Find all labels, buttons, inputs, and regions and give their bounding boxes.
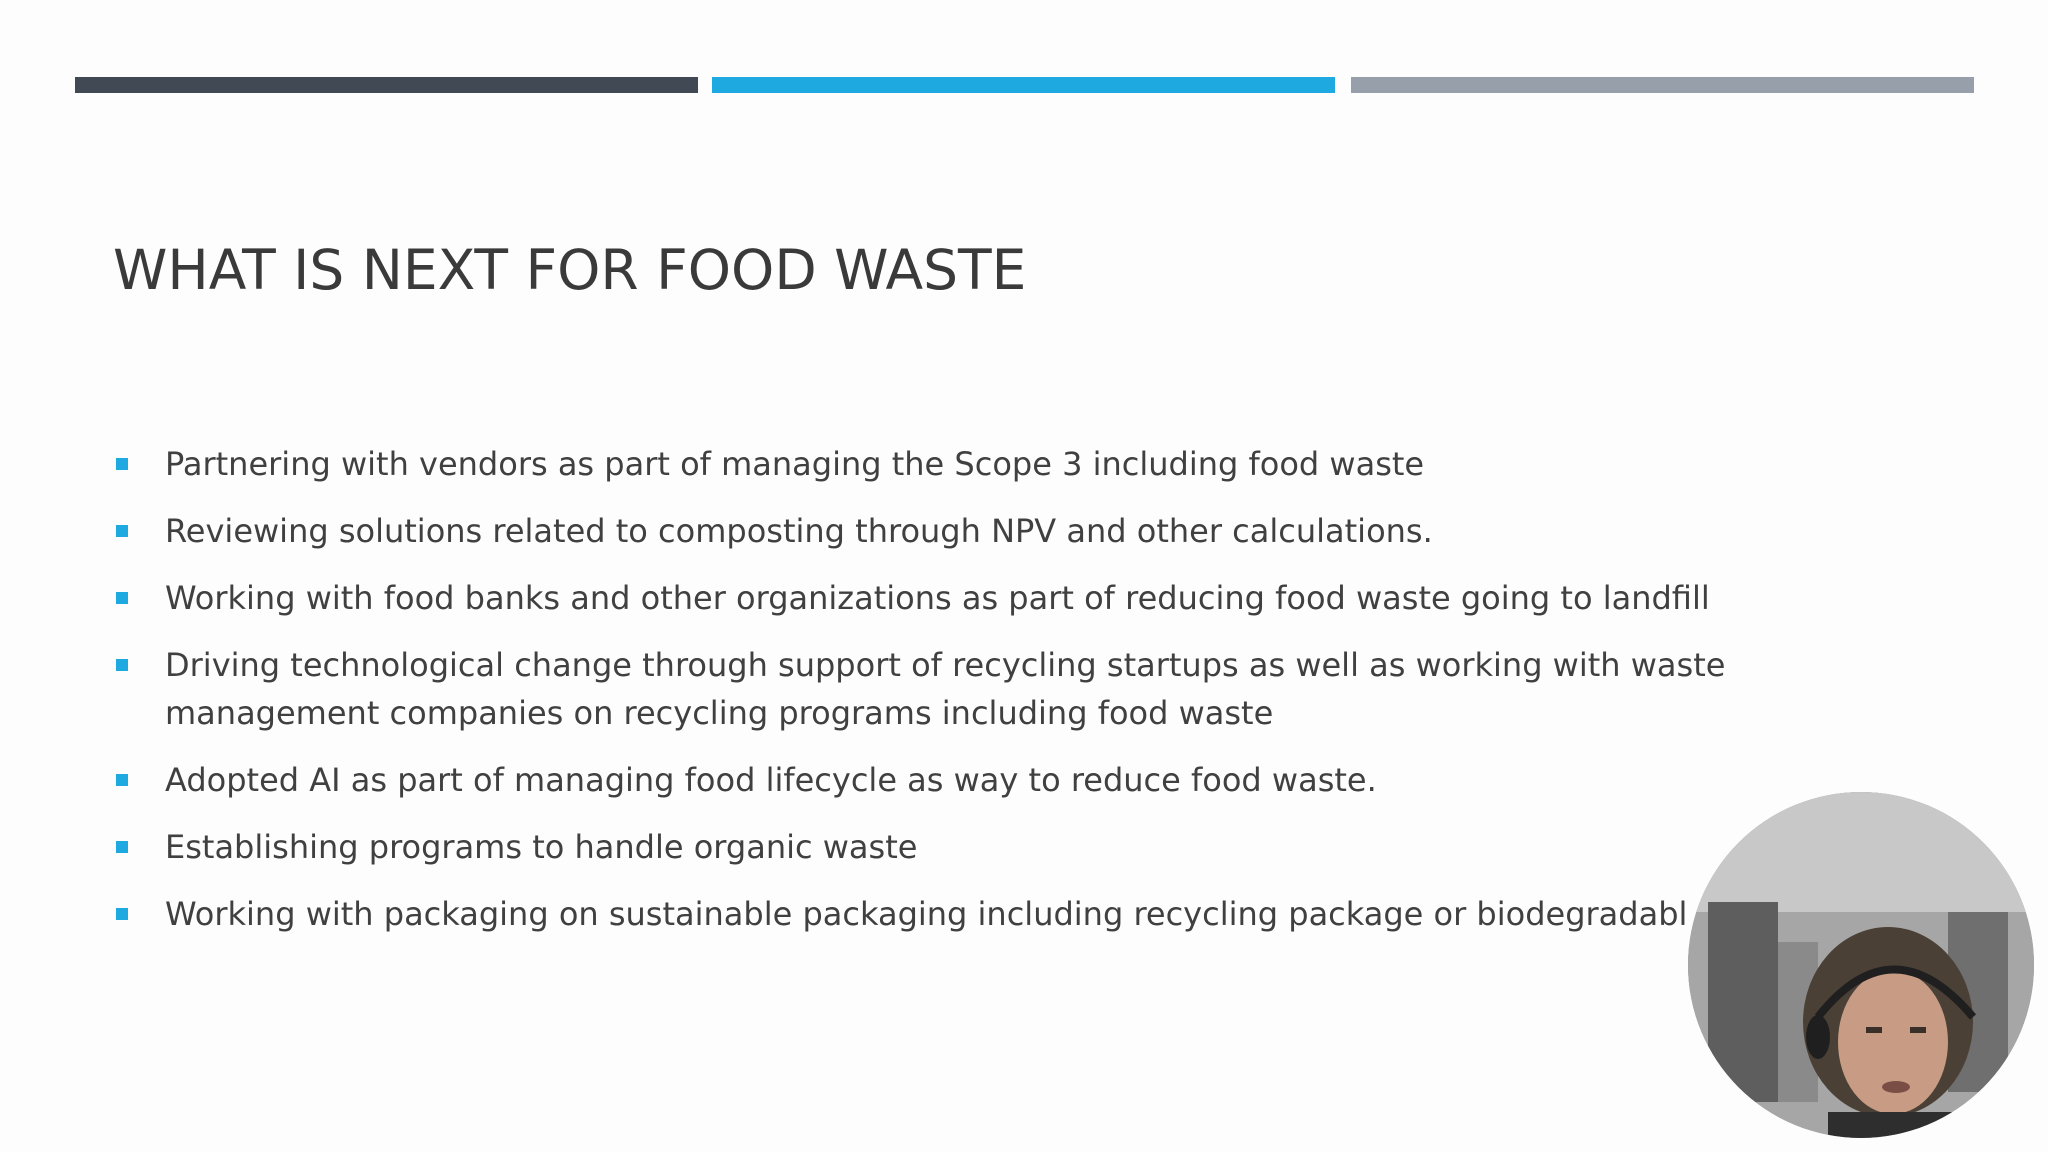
bullet-item xyxy=(116,823,1816,871)
bullet-list xyxy=(116,440,1816,957)
bullet-text: Working with food banks and other organizations as part of reducing food waste going to landfill xyxy=(165,579,1710,617)
bullet-item xyxy=(116,574,1816,622)
square-bullet-icon xyxy=(116,525,128,537)
slide-title: WHAT IS NEXT FOR FOOD WASTE xyxy=(113,238,1027,302)
bullet-text: Reviewing solutions related to composting through NPV and other calculations. xyxy=(165,512,1433,550)
accent-bar-gray xyxy=(1351,77,1974,93)
bullet-item xyxy=(116,756,1816,804)
bullet-item xyxy=(116,507,1816,555)
accent-bar-blue xyxy=(712,77,1335,93)
accent-bar-dark xyxy=(75,77,698,93)
square-bullet-icon xyxy=(116,774,128,786)
presenter-webcam[interactable] xyxy=(1688,792,2034,1138)
bullet-text: Adopted AI as part of managing food lifecycle as way to reduce food waste. xyxy=(165,761,1377,799)
bullet-item xyxy=(116,440,1816,488)
bullet-text: Partnering with vendors as part of managing the Scope 3 including food waste xyxy=(165,445,1425,483)
square-bullet-icon xyxy=(116,458,128,470)
square-bullet-icon xyxy=(116,908,128,920)
bullet-text: Establishing programs to handle organic waste xyxy=(165,828,918,866)
bullet-item xyxy=(116,641,1865,737)
square-bullet-icon xyxy=(116,592,128,604)
square-bullet-icon xyxy=(116,659,128,671)
presenter-video-icon xyxy=(1688,792,2034,1138)
bullet-text: Driving technological change through support of recycling startups as well as working with waste management companies on recycling programs including food waste xyxy=(165,646,1726,732)
bullet-item xyxy=(116,890,1816,938)
bullet-text: Working with packaging on sustainable packaging including recycling package or biodegradabl xyxy=(165,895,1688,933)
square-bullet-icon xyxy=(116,841,128,853)
